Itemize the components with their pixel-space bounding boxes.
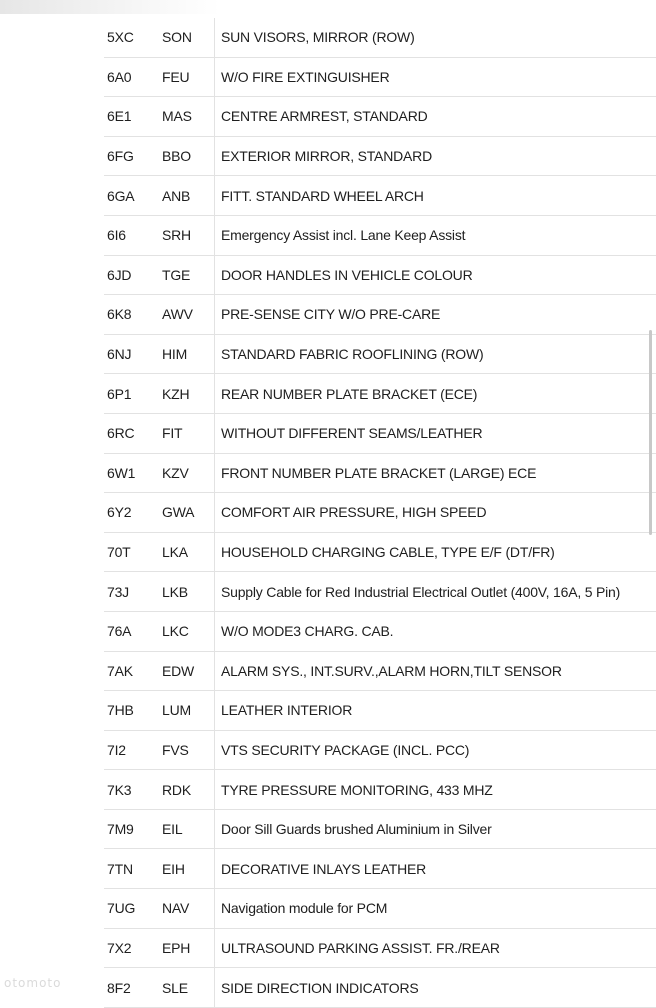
table-row	[104, 374, 656, 414]
option-description-cell: PRE-SENSE CITY W/O PRE-CARE	[215, 295, 656, 335]
option-code-cell: 6Y2	[104, 493, 159, 533]
option-abbr-cell: HIM	[159, 334, 215, 374]
option-code-cell: 70T	[104, 532, 159, 572]
option-abbr-cell: FVS	[159, 730, 215, 770]
option-description-cell: SUN VISORS, MIRROR (ROW)	[215, 18, 656, 57]
option-description-cell: REAR NUMBER PLATE BRACKET (ECE)	[215, 374, 656, 414]
option-description-cell: FITT. STANDARD WHEEL ARCH	[215, 176, 656, 216]
option-description-cell: LEATHER INTERIOR	[215, 691, 656, 731]
option-code-cell: 73J	[104, 572, 159, 612]
option-abbr-cell: EPH	[159, 928, 215, 968]
option-code-cell: 6K8	[104, 295, 159, 335]
table-row	[104, 493, 656, 533]
option-abbr-cell: LKC	[159, 611, 215, 651]
table-row	[104, 295, 656, 335]
option-description-cell: ULTRASOUND PARKING ASSIST. FR./REAR	[215, 928, 656, 968]
option-description-cell: HOUSEHOLD CHARGING CABLE, TYPE E/F (DT/FR)	[215, 532, 656, 572]
option-description-cell: Emergency Assist incl. Lane Keep Assist	[215, 215, 656, 255]
option-code-cell: 6W1	[104, 453, 159, 493]
option-code-cell: 6RC	[104, 413, 159, 453]
table-row	[104, 255, 656, 295]
option-abbr-cell: LKB	[159, 572, 215, 612]
option-abbr-cell: AWV	[159, 295, 215, 335]
option-abbr-cell: KZH	[159, 374, 215, 414]
table-row	[104, 413, 656, 453]
option-code-cell: 7M9	[104, 809, 159, 849]
option-description-cell: TYRE PRESSURE MONITORING, 433 MHZ	[215, 770, 656, 810]
option-abbr-cell: FIT	[159, 413, 215, 453]
table-row	[104, 928, 656, 968]
option-description-cell: Door Sill Guards brushed Aluminium in Silver	[215, 809, 656, 849]
table-row	[104, 968, 656, 1008]
table-row	[104, 453, 656, 493]
option-code-cell: 7AK	[104, 651, 159, 691]
option-abbr-cell: MAS	[159, 97, 215, 137]
option-code-cell: 7TN	[104, 849, 159, 889]
option-description-cell: COMFORT AIR PRESSURE, HIGH SPEED	[215, 493, 656, 533]
option-code-cell: 76A	[104, 611, 159, 651]
option-abbr-cell: ANB	[159, 176, 215, 216]
option-description-cell: DOOR HANDLES IN VEHICLE COLOUR	[215, 255, 656, 295]
options-table-body	[104, 18, 656, 1007]
option-description-cell: ALARM SYS., INT.SURV.,ALARM HORN,TILT SENSOR	[215, 651, 656, 691]
option-code-cell: 6FG	[104, 136, 159, 176]
table-row	[104, 176, 656, 216]
option-abbr-cell: KZV	[159, 453, 215, 493]
option-code-cell: 6NJ	[104, 334, 159, 374]
table-row	[104, 18, 656, 57]
table-row	[104, 770, 656, 810]
option-abbr-cell: EIH	[159, 849, 215, 889]
option-description-cell: DECORATIVE INLAYS LEATHER	[215, 849, 656, 889]
option-description-cell: Navigation module for PCM	[215, 889, 656, 929]
option-code-cell: 7X2	[104, 928, 159, 968]
option-description-cell: WITHOUT DIFFERENT SEAMS/LEATHER	[215, 413, 656, 453]
option-code-cell: 5XC	[104, 18, 159, 57]
option-abbr-cell: EIL	[159, 809, 215, 849]
option-code-cell: 6GA	[104, 176, 159, 216]
option-code-cell: 6I6	[104, 215, 159, 255]
option-code-cell: 6P1	[104, 374, 159, 414]
option-abbr-cell: FEU	[159, 57, 215, 97]
option-code-cell: 6A0	[104, 57, 159, 97]
option-description-cell: W/O MODE3 CHARG. CAB.	[215, 611, 656, 651]
table-row	[104, 215, 656, 255]
option-abbr-cell: GWA	[159, 493, 215, 533]
option-abbr-cell: SLE	[159, 968, 215, 1008]
options-table	[104, 18, 656, 1008]
option-description-cell: SIDE DIRECTION INDICATORS	[215, 968, 656, 1008]
table-row	[104, 532, 656, 572]
option-abbr-cell: LUM	[159, 691, 215, 731]
table-row	[104, 889, 656, 929]
option-code-cell: 8F2	[104, 968, 159, 1008]
option-abbr-cell: LKA	[159, 532, 215, 572]
option-abbr-cell: EDW	[159, 651, 215, 691]
option-code-cell: 7HB	[104, 691, 159, 731]
table-row	[104, 57, 656, 97]
option-abbr-cell: RDK	[159, 770, 215, 810]
option-abbr-cell: SON	[159, 18, 215, 57]
table-row	[104, 809, 656, 849]
table-row	[104, 572, 656, 612]
option-code-cell: 6JD	[104, 255, 159, 295]
watermark: otomoto	[4, 976, 61, 990]
option-description-cell: CENTRE ARMREST, STANDARD	[215, 97, 656, 137]
table-row	[104, 97, 656, 137]
option-abbr-cell: TGE	[159, 255, 215, 295]
option-abbr-cell: BBO	[159, 136, 215, 176]
table-row	[104, 611, 656, 651]
table-row	[104, 691, 656, 731]
option-description-cell: STANDARD FABRIC ROOFLINING (ROW)	[215, 334, 656, 374]
option-code-cell: 7UG	[104, 889, 159, 929]
table-row	[104, 136, 656, 176]
option-description-cell: Supply Cable for Red Industrial Electrical Outlet (400V, 16A, 5 Pin)	[215, 572, 656, 612]
option-description-cell: W/O FIRE EXTINGUISHER	[215, 57, 656, 97]
table-row	[104, 651, 656, 691]
top-shadow	[0, 0, 220, 14]
option-description-cell: VTS SECURITY PACKAGE (INCL. PCC)	[215, 730, 656, 770]
option-description-cell: FRONT NUMBER PLATE BRACKET (LARGE) ECE	[215, 453, 656, 493]
option-abbr-cell: NAV	[159, 889, 215, 929]
option-code-cell: 7I2	[104, 730, 159, 770]
option-abbr-cell: SRH	[159, 215, 215, 255]
table-row	[104, 730, 656, 770]
table-row	[104, 849, 656, 889]
option-code-cell: 7K3	[104, 770, 159, 810]
table-row	[104, 334, 656, 374]
option-code-cell: 6E1	[104, 97, 159, 137]
option-description-cell: EXTERIOR MIRROR, STANDARD	[215, 136, 656, 176]
scrollbar-thumb[interactable]	[649, 330, 652, 535]
